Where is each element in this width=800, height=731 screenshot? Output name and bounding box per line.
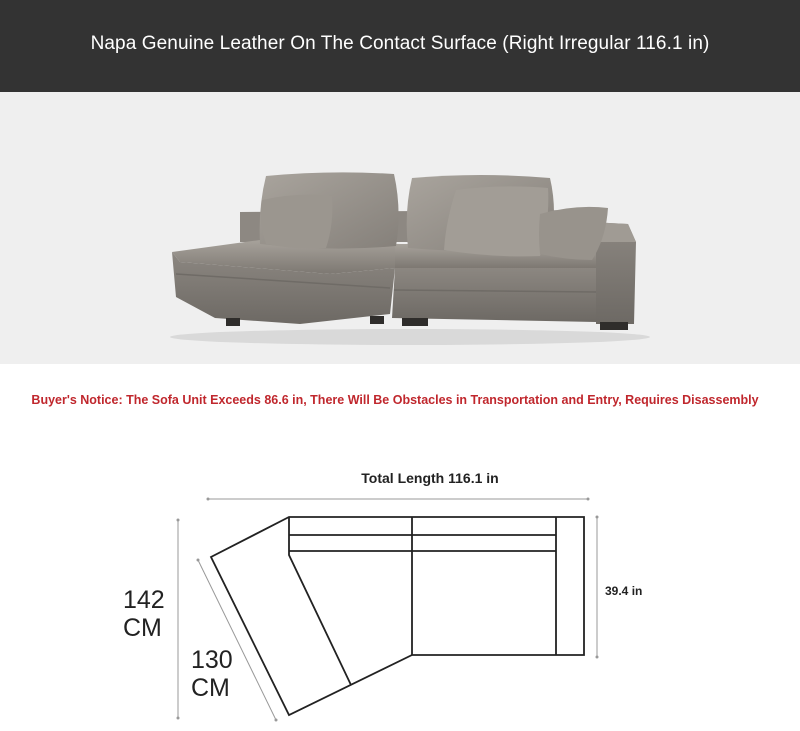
outer-diagonal-value: 142	[123, 586, 165, 614]
outer-diagonal-unit: CM	[123, 614, 162, 642]
depth-label: 39.4 in	[605, 584, 643, 598]
page-title: Napa Genuine Leather On The Contact Surface (Right Irregular 116.1 in)	[90, 32, 710, 54]
buyers-notice: Buyer's Notice: The Sofa Unit Exceeds 86.6 in, There Will Be Obstacles in Transportation and Entry, Requires Disassembly	[31, 393, 759, 407]
total-length-label: Total Length 116.1 in	[361, 470, 499, 486]
inner-diagonal-line	[198, 560, 276, 720]
inner-diagonal-value: 130	[191, 646, 233, 674]
sofa-outline	[211, 517, 584, 715]
inner-diagonal-unit: CM	[191, 674, 230, 702]
